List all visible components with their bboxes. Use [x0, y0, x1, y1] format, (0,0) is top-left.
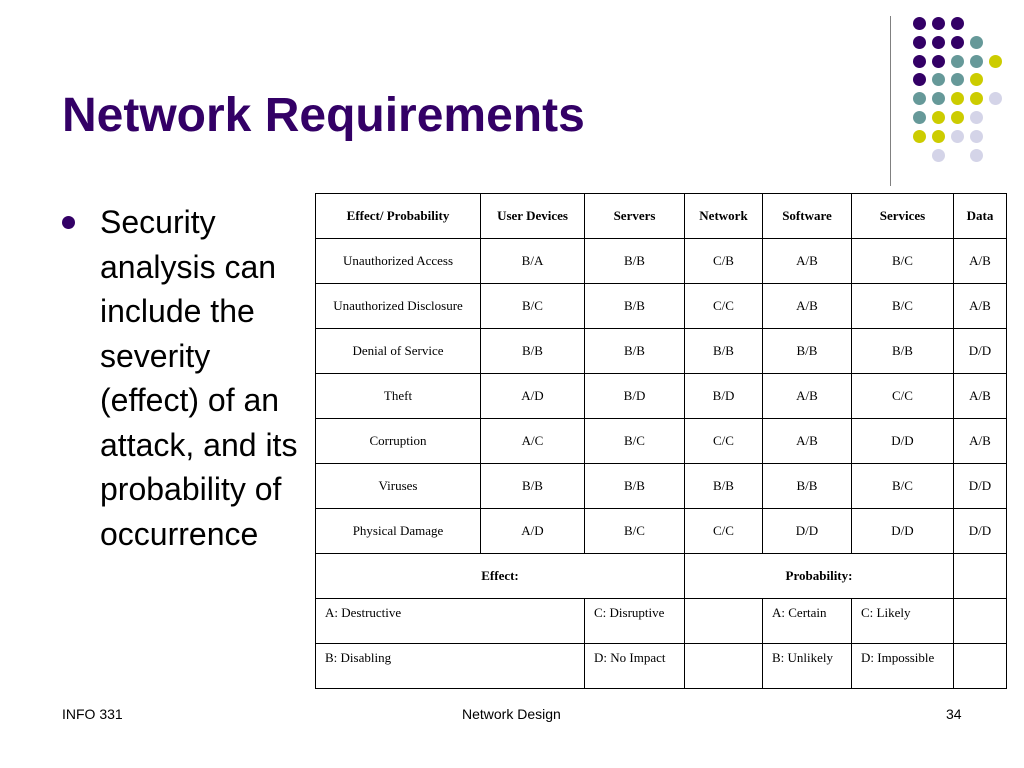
rating-cell: C/C [685, 509, 763, 554]
legend-probability-item: D: Impossible [852, 644, 954, 689]
rating-cell: D/D [852, 509, 954, 554]
decorative-dot [932, 55, 945, 68]
rating-cell: B/B [481, 464, 585, 509]
empty-cell [954, 599, 1007, 644]
rating-cell: B/D [685, 374, 763, 419]
table-row [316, 419, 1007, 464]
threat-name-cell: Viruses [316, 464, 481, 509]
rating-cell: C/C [685, 419, 763, 464]
decorative-dot [913, 17, 926, 30]
threat-name-cell: Corruption [316, 419, 481, 464]
rating-cell: A/B [763, 419, 852, 464]
decorative-dot [932, 73, 945, 86]
decorative-dot [970, 55, 983, 68]
rating-cell: B/B [585, 239, 685, 284]
table-row [316, 239, 1007, 284]
page-number: 34 [946, 706, 962, 722]
legend-probability-item: A: Certain [763, 599, 852, 644]
legend-effect-item: C: Disruptive [585, 599, 685, 644]
rating-cell: B/B [585, 284, 685, 329]
security-analysis-table [315, 193, 1007, 689]
bullet-dot-icon [62, 216, 75, 229]
rating-cell: B/B [585, 464, 685, 509]
footer-course: INFO 331 [62, 706, 123, 722]
rating-cell: B/C [852, 464, 954, 509]
column-header: Data [954, 194, 1007, 239]
decorative-dot [951, 55, 964, 68]
decorative-dot [932, 149, 945, 162]
table-header-row [316, 194, 1007, 239]
rating-cell: D/D [954, 509, 1007, 554]
decorative-dot [913, 92, 926, 105]
threat-name-cell: Theft [316, 374, 481, 419]
rating-cell: D/D [763, 509, 852, 554]
rating-cell: B/B [763, 464, 852, 509]
rating-cell: B/B [585, 329, 685, 374]
legend-row [316, 599, 1007, 644]
rating-cell: D/D [852, 419, 954, 464]
decorative-dot [951, 17, 964, 30]
decorative-dot [951, 36, 964, 49]
table-row [316, 509, 1007, 554]
threat-name-cell: Denial of Service [316, 329, 481, 374]
rating-cell: B/C [852, 284, 954, 329]
legend-effect-item: D: No Impact [585, 644, 685, 689]
decorative-dot [970, 36, 983, 49]
empty-cell [954, 644, 1007, 689]
rating-cell: B/C [481, 284, 585, 329]
rating-cell: C/B [685, 239, 763, 284]
decorative-dot [913, 130, 926, 143]
legend-probability-item: B: Unlikely [763, 644, 852, 689]
decorative-dot [989, 55, 1002, 68]
rating-cell: A/B [954, 239, 1007, 284]
rating-cell: D/D [954, 464, 1007, 509]
rating-cell: A/B [954, 374, 1007, 419]
rating-cell: A/B [763, 239, 852, 284]
decorative-dot [932, 111, 945, 124]
legend-effect-item: B: Disabling [316, 644, 585, 689]
decorative-dot [951, 73, 964, 86]
table-row [316, 464, 1007, 509]
rating-cell: A/D [481, 509, 585, 554]
decorative-dot [951, 92, 964, 105]
table-row [316, 329, 1007, 374]
column-header: Effect/ Probability [316, 194, 481, 239]
decorative-dot [932, 92, 945, 105]
rating-cell: A/D [481, 374, 585, 419]
legend-probability-item: C: Likely [852, 599, 954, 644]
decorative-dot [932, 17, 945, 30]
rating-cell: A/B [954, 419, 1007, 464]
decorative-dot [970, 92, 983, 105]
empty-cell [685, 644, 763, 689]
empty-cell [954, 554, 1007, 599]
legend-effect-heading: Effect: [316, 554, 685, 599]
column-header: Services [852, 194, 954, 239]
decorative-dot [989, 92, 1002, 105]
legend-effect-item: A: Destructive [316, 599, 585, 644]
slide-title: Network Requirements [62, 89, 585, 142]
rating-cell: B/A [481, 239, 585, 284]
table-row [316, 374, 1007, 419]
column-header: Software [763, 194, 852, 239]
column-header: User Devices [481, 194, 585, 239]
threat-name-cell: Unauthorized Access [316, 239, 481, 284]
decorative-dot [932, 36, 945, 49]
column-header: Network [685, 194, 763, 239]
rating-cell: B/B [763, 329, 852, 374]
rating-cell: A/B [954, 284, 1007, 329]
decorative-dot [913, 111, 926, 124]
vertical-divider [890, 16, 891, 186]
column-header: Servers [585, 194, 685, 239]
rating-cell: B/C [585, 419, 685, 464]
decorative-dot [913, 36, 926, 49]
decorative-dot [970, 111, 983, 124]
rating-cell: B/B [685, 464, 763, 509]
table-row [316, 284, 1007, 329]
rating-cell: B/D [585, 374, 685, 419]
legend-header-row [316, 554, 1007, 599]
rating-cell: B/B [481, 329, 585, 374]
decorative-dot [932, 130, 945, 143]
decorative-dot [913, 55, 926, 68]
legend-probability-heading: Probability: [685, 554, 954, 599]
rating-cell: D/D [954, 329, 1007, 374]
rating-cell: A/C [481, 419, 585, 464]
decorative-dot [951, 111, 964, 124]
rating-cell: A/B [763, 284, 852, 329]
decorative-dot [970, 130, 983, 143]
rating-cell: C/C [685, 284, 763, 329]
empty-cell [685, 599, 763, 644]
decorative-dot [951, 130, 964, 143]
bullet-text: Security analysis can include the severity (effect) of an attack, and its probability of occurrence [100, 204, 298, 552]
rating-cell: A/B [763, 374, 852, 419]
rating-cell: B/B [685, 329, 763, 374]
legend-row [316, 644, 1007, 689]
decorative-dot [913, 73, 926, 86]
threat-name-cell: Unauthorized Disclosure [316, 284, 481, 329]
rating-cell: B/C [852, 239, 954, 284]
threat-name-cell: Physical Damage [316, 509, 481, 554]
rating-cell: C/C [852, 374, 954, 419]
rating-cell: B/C [585, 509, 685, 554]
decorative-dot [970, 149, 983, 162]
decorative-dot [970, 73, 983, 86]
rating-cell: B/B [852, 329, 954, 374]
footer-title: Network Design [462, 706, 561, 722]
